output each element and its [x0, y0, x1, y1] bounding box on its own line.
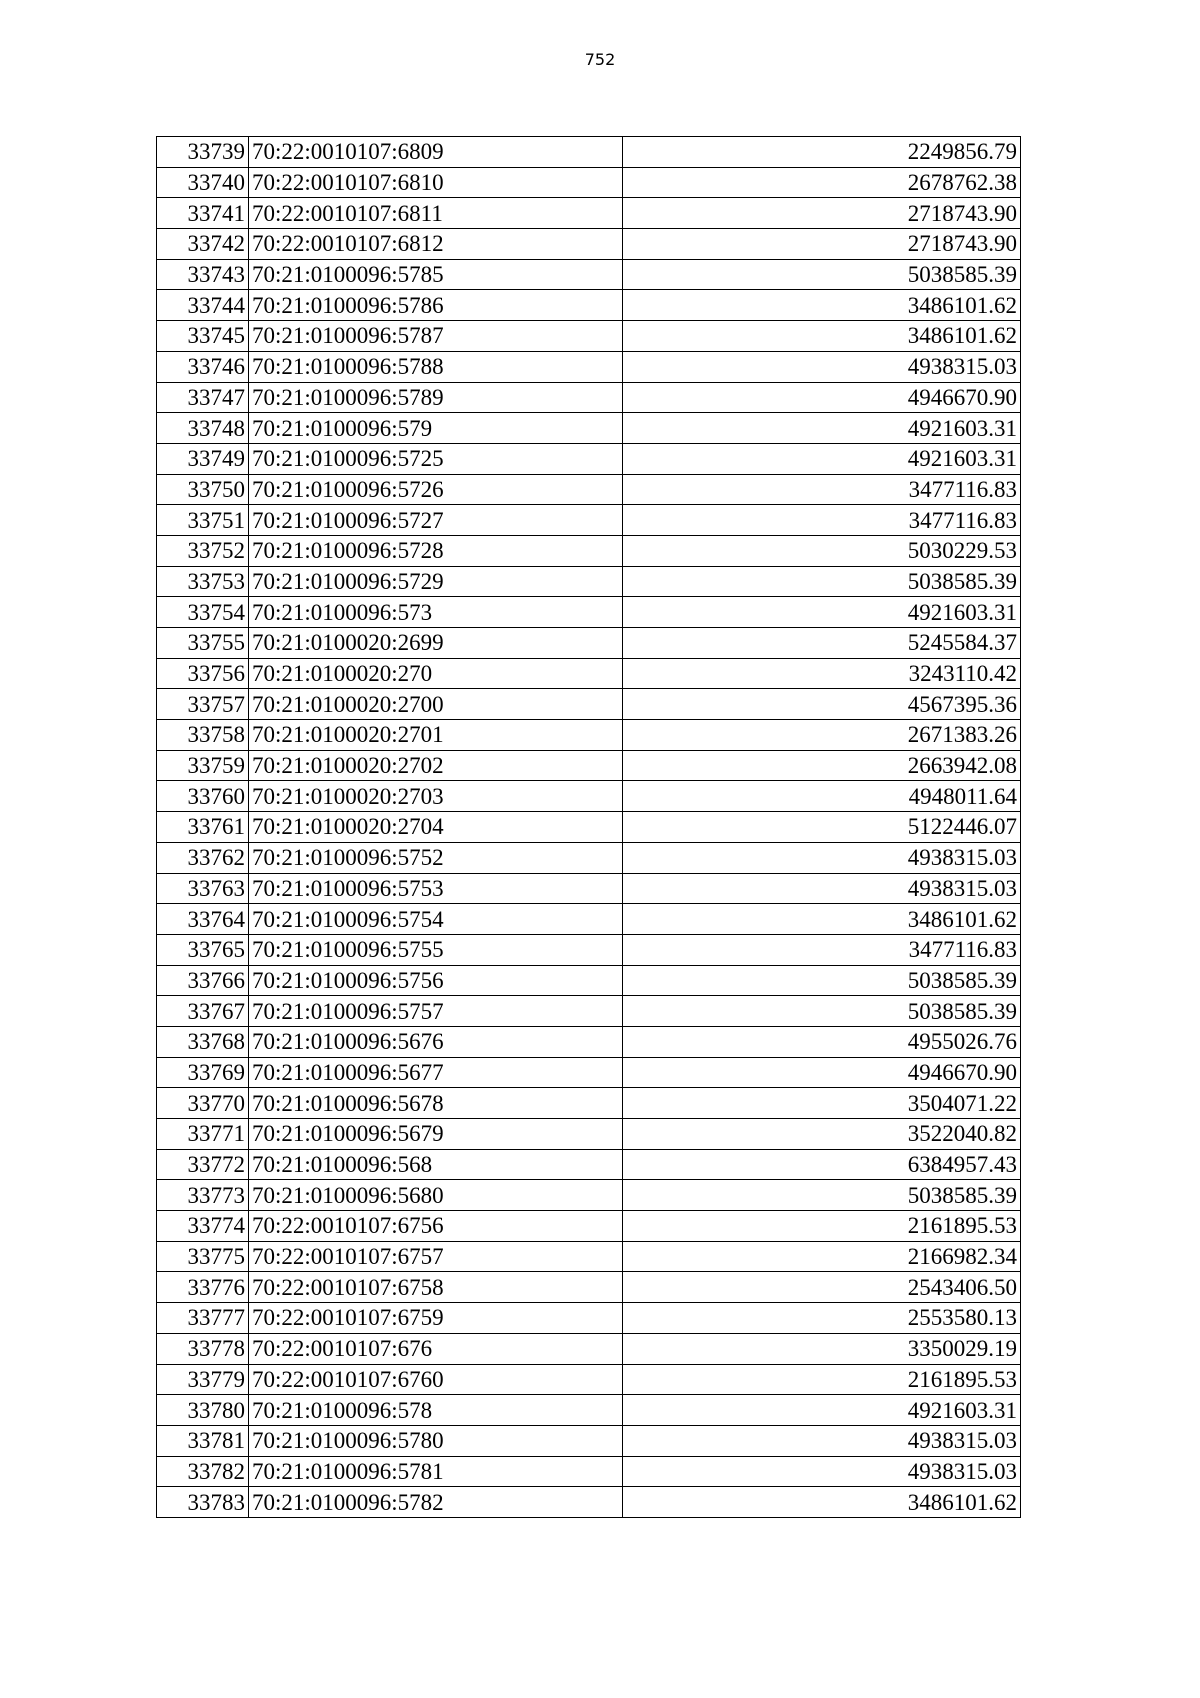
table-row — [157, 1180, 1021, 1211]
cadastral-value-cell: 4955026.76 — [623, 1026, 1021, 1057]
cadastral-number-cell: 70:22:0010107:6756 — [249, 1211, 623, 1242]
row-number-cell: 33753 — [157, 566, 249, 597]
cadastral-value-cell: 3477116.83 — [623, 474, 1021, 505]
cadastral-number-cell: 70:21:0100020:2701 — [249, 720, 623, 751]
cadastral-number-cell: 70:21:0100096:5678 — [249, 1088, 623, 1119]
row-number-cell: 33739 — [157, 137, 249, 168]
cadastral-number-cell: 70:21:0100096:5726 — [249, 474, 623, 505]
cadastral-value-cell: 5038585.39 — [623, 1180, 1021, 1211]
table-row — [157, 474, 1021, 505]
table-row — [157, 750, 1021, 781]
cadastral-value-cell: 5030229.53 — [623, 535, 1021, 566]
table-row — [157, 812, 1021, 843]
table-row — [157, 1057, 1021, 1088]
cadastral-value-cell: 4938315.03 — [623, 1456, 1021, 1487]
row-number-cell: 33745 — [157, 321, 249, 352]
cadastral-value-cell: 3522040.82 — [623, 1119, 1021, 1150]
cadastral-value-cell: 4946670.90 — [623, 382, 1021, 413]
row-number-cell: 33767 — [157, 996, 249, 1027]
cadastral-number-cell: 70:21:0100096:5788 — [249, 351, 623, 382]
row-number-cell: 33758 — [157, 720, 249, 751]
table-row — [157, 934, 1021, 965]
table-row — [157, 137, 1021, 168]
row-number-cell: 33746 — [157, 351, 249, 382]
table-row — [157, 904, 1021, 935]
cadastral-value-cell: 5038585.39 — [623, 996, 1021, 1027]
cadastral-number-cell: 70:21:0100096:5680 — [249, 1180, 623, 1211]
table-body — [157, 137, 1021, 1518]
table-row — [157, 413, 1021, 444]
cadastral-value-cell: 5122446.07 — [623, 812, 1021, 843]
cadastral-value-cell: 2166982.34 — [623, 1241, 1021, 1272]
row-number-cell: 33770 — [157, 1088, 249, 1119]
cadastral-number-cell: 70:21:0100096:579 — [249, 413, 623, 444]
table-row — [157, 259, 1021, 290]
cadastral-value-cell: 2671383.26 — [623, 720, 1021, 751]
table-row — [157, 229, 1021, 260]
cadastral-value-cell: 5038585.39 — [623, 965, 1021, 996]
cadastral-value-cell: 2718743.90 — [623, 229, 1021, 260]
row-number-cell: 33740 — [157, 167, 249, 198]
cadastral-value-cell: 2161895.53 — [623, 1211, 1021, 1242]
table-row — [157, 720, 1021, 751]
row-number-cell: 33760 — [157, 781, 249, 812]
cadastral-value-cell: 2663942.08 — [623, 750, 1021, 781]
row-number-cell: 33741 — [157, 198, 249, 229]
cadastral-number-cell: 70:22:0010107:6809 — [249, 137, 623, 168]
cadastral-number-cell: 70:21:0100096:5725 — [249, 443, 623, 474]
cadastral-number-cell: 70:21:0100020:2703 — [249, 781, 623, 812]
row-number-cell: 33780 — [157, 1395, 249, 1426]
row-number-cell: 33763 — [157, 873, 249, 904]
table-row — [157, 198, 1021, 229]
cadastral-number-cell: 70:21:0100096:5785 — [249, 259, 623, 290]
row-number-cell: 33751 — [157, 505, 249, 536]
cadastral-value-cell: 5038585.39 — [623, 259, 1021, 290]
cadastral-value-cell: 4921603.31 — [623, 443, 1021, 474]
table-row — [157, 505, 1021, 536]
table-row — [157, 1088, 1021, 1119]
cadastral-value-cell: 5245584.37 — [623, 628, 1021, 659]
table-row — [157, 290, 1021, 321]
cadastral-value-cell: 2543406.50 — [623, 1272, 1021, 1303]
cadastral-value-cell: 4938315.03 — [623, 842, 1021, 873]
cadastral-value-cell: 3486101.62 — [623, 904, 1021, 935]
cadastral-number-cell: 70:21:0100096:5789 — [249, 382, 623, 413]
cadastral-value-cell: 4921603.31 — [623, 597, 1021, 628]
cadastral-number-cell: 70:21:0100096:5754 — [249, 904, 623, 935]
cadastral-number-cell: 70:21:0100096:573 — [249, 597, 623, 628]
row-number-cell: 33754 — [157, 597, 249, 628]
table-row — [157, 996, 1021, 1027]
table-row — [157, 1272, 1021, 1303]
cadastral-value-table — [156, 136, 1021, 1518]
table-row — [157, 1149, 1021, 1180]
row-number-cell: 33757 — [157, 689, 249, 720]
cadastral-number-cell: 70:22:0010107:6758 — [249, 1272, 623, 1303]
cadastral-number-cell: 70:21:0100096:5727 — [249, 505, 623, 536]
cadastral-number-cell: 70:21:0100020:270 — [249, 658, 623, 689]
row-number-cell: 33782 — [157, 1456, 249, 1487]
table-row — [157, 1456, 1021, 1487]
row-number-cell: 33765 — [157, 934, 249, 965]
cadastral-value-cell: 3243110.42 — [623, 658, 1021, 689]
row-number-cell: 33777 — [157, 1303, 249, 1334]
cadastral-number-cell: 70:21:0100096:5676 — [249, 1026, 623, 1057]
table-row — [157, 535, 1021, 566]
cadastral-value-cell: 3477116.83 — [623, 505, 1021, 536]
row-number-cell: 33772 — [157, 1149, 249, 1180]
cadastral-value-cell: 4921603.31 — [623, 1395, 1021, 1426]
row-number-cell: 33781 — [157, 1425, 249, 1456]
table-row — [157, 351, 1021, 382]
table-row — [157, 628, 1021, 659]
cadastral-value-cell: 5038585.39 — [623, 566, 1021, 597]
page-number: 752 — [584, 50, 616, 69]
cadastral-number-cell: 70:22:0010107:6760 — [249, 1364, 623, 1395]
table-row — [157, 842, 1021, 873]
table-row — [157, 1026, 1021, 1057]
row-number-cell: 33766 — [157, 965, 249, 996]
cadastral-value-cell: 2249856.79 — [623, 137, 1021, 168]
cadastral-number-cell: 70:21:0100096:5782 — [249, 1487, 623, 1518]
cadastral-value-cell: 4938315.03 — [623, 351, 1021, 382]
row-number-cell: 33769 — [157, 1057, 249, 1088]
cadastral-number-cell: 70:21:0100020:2700 — [249, 689, 623, 720]
cadastral-number-cell: 70:21:0100096:5781 — [249, 1456, 623, 1487]
cadastral-number-cell: 70:21:0100096:5752 — [249, 842, 623, 873]
cadastral-value-cell: 6384957.43 — [623, 1149, 1021, 1180]
table-row — [157, 1333, 1021, 1364]
table-row — [157, 1364, 1021, 1395]
table-row — [157, 382, 1021, 413]
cadastral-value-cell: 3350029.19 — [623, 1333, 1021, 1364]
table-row — [157, 1395, 1021, 1426]
cadastral-value-cell: 4938315.03 — [623, 1425, 1021, 1456]
row-number-cell: 33750 — [157, 474, 249, 505]
row-number-cell: 33768 — [157, 1026, 249, 1057]
cadastral-number-cell: 70:21:0100096:568 — [249, 1149, 623, 1180]
row-number-cell: 33762 — [157, 842, 249, 873]
cadastral-number-cell: 70:21:0100096:5786 — [249, 290, 623, 321]
cadastral-number-cell: 70:22:0010107:6759 — [249, 1303, 623, 1334]
row-number-cell: 33752 — [157, 535, 249, 566]
cadastral-value-cell: 4938315.03 — [623, 873, 1021, 904]
cadastral-number-cell: 70:22:0010107:6811 — [249, 198, 623, 229]
row-number-cell: 33764 — [157, 904, 249, 935]
row-number-cell: 33771 — [157, 1119, 249, 1150]
row-number-cell: 33743 — [157, 259, 249, 290]
table-row — [157, 1211, 1021, 1242]
cadastral-number-cell: 70:21:0100096:5679 — [249, 1119, 623, 1150]
cadastral-number-cell: 70:21:0100096:5757 — [249, 996, 623, 1027]
cadastral-value-cell: 2718743.90 — [623, 198, 1021, 229]
row-number-cell: 33761 — [157, 812, 249, 843]
cadastral-number-cell: 70:21:0100096:5729 — [249, 566, 623, 597]
cadastral-value-cell: 3504071.22 — [623, 1088, 1021, 1119]
table-row — [157, 781, 1021, 812]
cadastral-number-cell: 70:22:0010107:6812 — [249, 229, 623, 260]
cadastral-number-cell: 70:21:0100096:5753 — [249, 873, 623, 904]
table-row — [157, 689, 1021, 720]
row-number-cell: 33779 — [157, 1364, 249, 1395]
table-row — [157, 1487, 1021, 1518]
table-row — [157, 1303, 1021, 1334]
cadastral-number-cell: 70:21:0100020:2702 — [249, 750, 623, 781]
cadastral-number-cell: 70:21:0100096:5780 — [249, 1425, 623, 1456]
table-row — [157, 167, 1021, 198]
row-number-cell: 33744 — [157, 290, 249, 321]
cadastral-number-cell: 70:22:0010107:6810 — [249, 167, 623, 198]
row-number-cell: 33747 — [157, 382, 249, 413]
cadastral-value-cell: 2161895.53 — [623, 1364, 1021, 1395]
table-row — [157, 443, 1021, 474]
cadastral-value-cell: 3486101.62 — [623, 290, 1021, 321]
table-row — [157, 1241, 1021, 1272]
cadastral-number-cell: 70:21:0100096:5787 — [249, 321, 623, 352]
cadastral-value-cell: 4567395.36 — [623, 689, 1021, 720]
row-number-cell: 33755 — [157, 628, 249, 659]
table-row — [157, 658, 1021, 689]
cadastral-value-cell: 4921603.31 — [623, 413, 1021, 444]
table-row — [157, 566, 1021, 597]
cadastral-value-cell: 3486101.62 — [623, 321, 1021, 352]
table-row — [157, 873, 1021, 904]
row-number-cell: 33773 — [157, 1180, 249, 1211]
row-number-cell: 33776 — [157, 1272, 249, 1303]
cadastral-number-cell: 70:21:0100020:2699 — [249, 628, 623, 659]
cadastral-number-cell: 70:21:0100096:5755 — [249, 934, 623, 965]
row-number-cell: 33775 — [157, 1241, 249, 1272]
cadastral-number-cell: 70:22:0010107:6757 — [249, 1241, 623, 1272]
table-row — [157, 1119, 1021, 1150]
table-row — [157, 597, 1021, 628]
cadastral-number-cell: 70:22:0010107:676 — [249, 1333, 623, 1364]
cadastral-number-cell: 70:21:0100096:5756 — [249, 965, 623, 996]
table-row — [157, 321, 1021, 352]
row-number-cell: 33778 — [157, 1333, 249, 1364]
cadastral-number-cell: 70:21:0100096:5677 — [249, 1057, 623, 1088]
row-number-cell: 33749 — [157, 443, 249, 474]
cadastral-value-cell: 2678762.38 — [623, 167, 1021, 198]
cadastral-value-cell: 4948011.64 — [623, 781, 1021, 812]
cadastral-number-cell: 70:21:0100096:578 — [249, 1395, 623, 1426]
row-number-cell: 33774 — [157, 1211, 249, 1242]
cadastral-number-cell: 70:21:0100020:2704 — [249, 812, 623, 843]
row-number-cell: 33783 — [157, 1487, 249, 1518]
cadastral-value-cell: 4946670.90 — [623, 1057, 1021, 1088]
table-row — [157, 1425, 1021, 1456]
row-number-cell: 33756 — [157, 658, 249, 689]
cadastral-value-cell: 2553580.13 — [623, 1303, 1021, 1334]
table-row — [157, 965, 1021, 996]
row-number-cell: 33742 — [157, 229, 249, 260]
row-number-cell: 33759 — [157, 750, 249, 781]
cadastral-number-cell: 70:21:0100096:5728 — [249, 535, 623, 566]
cadastral-value-cell: 3477116.83 — [623, 934, 1021, 965]
row-number-cell: 33748 — [157, 413, 249, 444]
cadastral-value-cell: 3486101.62 — [623, 1487, 1021, 1518]
